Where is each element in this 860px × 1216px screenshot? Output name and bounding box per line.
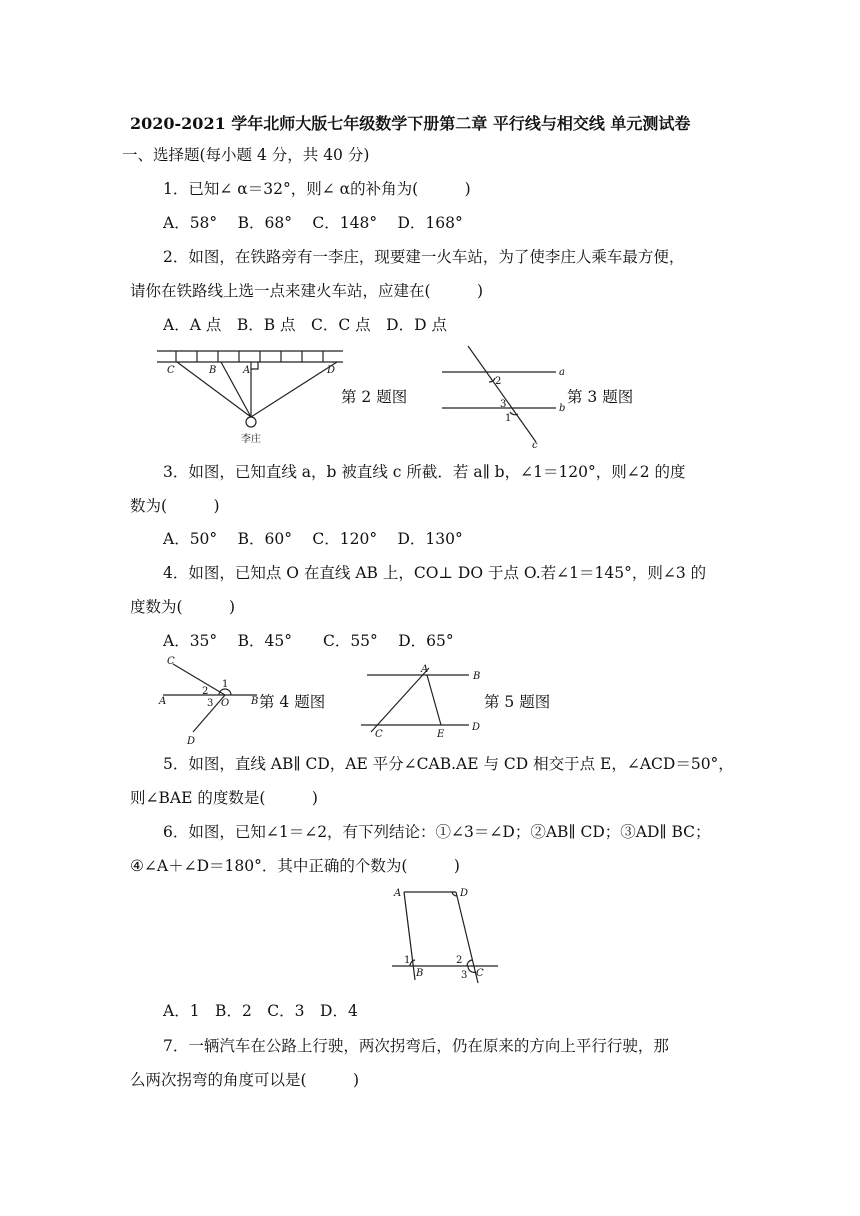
q4-figure bbox=[155, 652, 265, 747]
section-heading: 一、选择题(每小题 4 分，共 40 分) bbox=[122, 146, 370, 164]
q6-angle-1: 1 bbox=[404, 955, 411, 966]
q3-label-a: a bbox=[559, 367, 565, 378]
q2-label-c: C bbox=[167, 365, 175, 376]
q5-label-e: E bbox=[437, 729, 445, 740]
q3-label-b: b bbox=[559, 403, 566, 414]
q2-stem-line2: 请你在铁路线上选一点来建火车站，应建在( ) bbox=[130, 282, 484, 300]
exam-title: 2020-2021 学年北师大版七年级数学下册第二章 平行线与相交线 单元测试卷 bbox=[130, 114, 691, 133]
q4-label-a: A bbox=[159, 696, 167, 707]
q4-stem-line1: 4．如图，已知点 O 在直线 AB 上，CO⊥ DO 于点 O.若∠1＝145°，则∠3 的 bbox=[163, 564, 707, 582]
q3-figure bbox=[438, 342, 568, 450]
q1-options: A．58° B．68° C．148° D．168° bbox=[163, 214, 463, 232]
q6-label-c: C bbox=[476, 968, 484, 979]
q5-caption: 第 5 题图 bbox=[484, 693, 551, 711]
q3-options: A．50° B．60° C．120° D．130° bbox=[163, 530, 463, 548]
q5-stem-line1: 5．如图，直线 AB∥ CD，AE 平分∠CAB.AE 与 CD 相交于点 E，∠ACD＝50°， bbox=[163, 755, 734, 773]
q2-figure bbox=[155, 345, 345, 445]
q6-figure bbox=[388, 882, 508, 987]
q5-label-c: C bbox=[375, 729, 383, 740]
q6-label-b: B bbox=[416, 968, 424, 979]
q4-caption: 第 4 题图 bbox=[259, 693, 326, 711]
q4-label-b: B bbox=[251, 696, 259, 707]
q4-angle-2: 2 bbox=[202, 686, 209, 697]
q4-label-o: O bbox=[221, 698, 230, 709]
q5-figure bbox=[357, 660, 487, 742]
q4-label-d: D bbox=[187, 736, 196, 747]
q7-stem-line1: 7．一辆汽车在公路上行驶，两次拐弯后，仍在原来的方向上平行行驶，那 bbox=[163, 1037, 669, 1055]
q6-label-d: D bbox=[460, 888, 469, 899]
q7-stem-line2: 么两次拐弯的角度可以是( ) bbox=[130, 1071, 360, 1089]
q1-stem: 1．已知∠ α＝32°，则∠ α的补角为( ) bbox=[163, 180, 471, 198]
q6-stem-line1: 6．如图，已知∠1＝∠2，有下列结论：①∠3＝∠D；②AB∥ CD；③AD∥ BC； bbox=[163, 823, 711, 841]
q5-label-d: D bbox=[472, 722, 481, 733]
q2-village-label: 李庄 bbox=[241, 434, 261, 445]
q3-caption: 第 3 题图 bbox=[567, 388, 634, 406]
q6-options: A．1 B．2 C．3 D．4 bbox=[163, 1002, 358, 1020]
q3-angle-1: 1 bbox=[505, 413, 512, 424]
q3-stem-line2: 数为( ) bbox=[130, 497, 220, 515]
q3-label-c: c bbox=[532, 440, 538, 451]
q4-label-c: C bbox=[167, 656, 175, 667]
q3-stem-line1: 3．如图，已知直线 a，b 被直线 c 所截．若 a∥ b，∠1＝120°，则∠2 的度 bbox=[163, 463, 686, 481]
q2-stem-line1: 2．如图，在铁路旁有一李庄，现要建一火车站，为了使李庄人乘车最方便， bbox=[163, 248, 685, 266]
q4-stem-line2: 度数为( ) bbox=[130, 598, 236, 616]
q2-label-d: D bbox=[327, 365, 336, 376]
q5-label-b: B bbox=[473, 671, 481, 682]
q3-angle-3: 3 bbox=[500, 399, 507, 410]
q5-stem-line2: 则∠BAE 的度数是( ) bbox=[130, 789, 318, 807]
q5-label-a: A bbox=[421, 664, 429, 675]
q6-angle-2: 2 bbox=[456, 955, 463, 966]
q4-angle-1: 1 bbox=[222, 679, 229, 690]
q2-caption: 第 2 题图 bbox=[341, 388, 408, 406]
q6-stem-line2: ④∠A＋∠D＝180°．其中正确的个数为( ) bbox=[130, 857, 460, 875]
q6-label-a: A bbox=[394, 888, 402, 899]
q2-label-a: A bbox=[243, 365, 251, 376]
q4-angle-3: 3 bbox=[207, 698, 214, 709]
q3-angle-2: 2 bbox=[495, 376, 502, 387]
q2-options: A．A 点 B．B 点 C．C 点 D．D 点 bbox=[163, 316, 447, 334]
q6-angle-3: 3 bbox=[461, 970, 468, 981]
q2-label-b: B bbox=[209, 365, 217, 376]
q4-options: A．35° B．45° C．55° D．65° bbox=[163, 632, 454, 650]
